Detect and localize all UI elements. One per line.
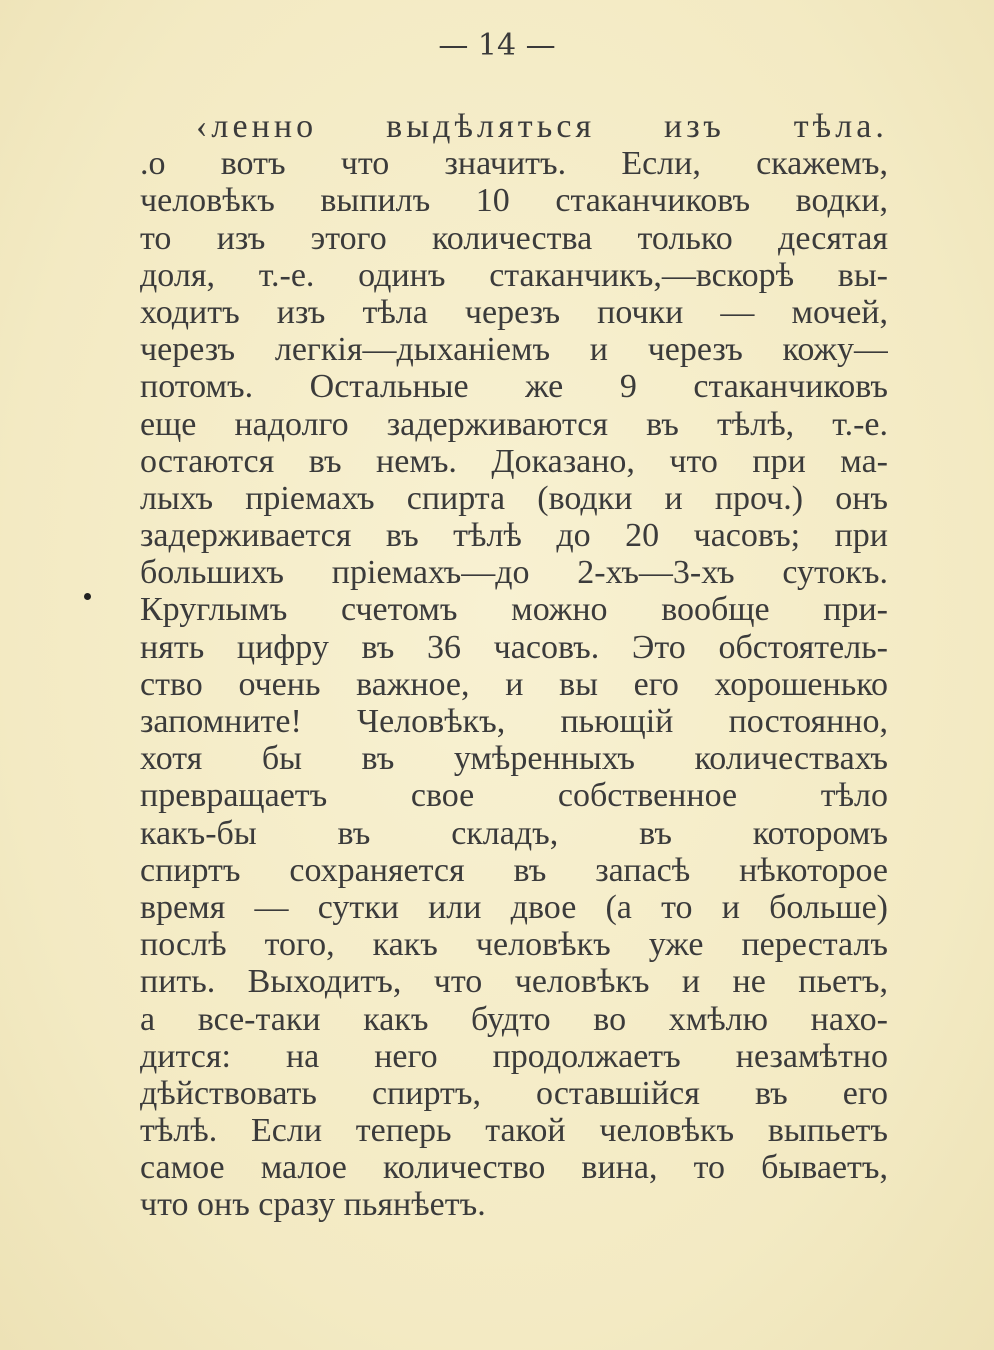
text-line: спиртъ сохраняется въ запасѣ нѣкоторое — [140, 851, 888, 889]
text-line: дѣйствовать спиртъ, оставшiйся въ его — [140, 1074, 888, 1112]
body-text — [140, 108, 888, 1224]
text-line: человѣкъ выпилъ 10 стаканчиковъ водки, — [140, 182, 888, 220]
text-line: потомъ. Остальные же 9 стаканчиковъ — [140, 368, 888, 406]
text-line: какъ-бы въ складъ, въ которомъ — [140, 814, 888, 852]
text-line: еще надолго задерживаются въ тѣлѣ, т.-е. — [140, 405, 888, 443]
text-line: запомните! Человѣкъ, пьющiй постоянно, — [140, 703, 888, 740]
text-line: задерживается въ тѣлѣ до 20 часовъ; при — [140, 517, 888, 555]
text-line: остаются въ немъ. Доказано, что при ма- — [140, 442, 888, 480]
text-line: .о вотъ что значитъ. Если, скажемъ, — [140, 145, 888, 183]
text-line: лыхъ прiемахъ спирта (водки и проч.) онъ — [140, 479, 888, 517]
text-line: ‹ленно выдѣляться изъ тѣла. — [196, 108, 888, 145]
text-line: а все-таки какъ будто во хмѣлю нахо- — [140, 1000, 888, 1038]
text-line: большихъ прiемахъ—до 2-хъ—3-хъ сутокъ. — [140, 554, 888, 592]
text-line: что онъ сразу пьянѣетъ. — [140, 1186, 486, 1224]
text-line: ство очень важное, и вы его хорошенько — [140, 665, 888, 703]
text-line: дится: на него продолжаетъ незамѣтно — [140, 1037, 888, 1075]
text-line: нять цифру въ 36 часовъ. Это обстоятель- — [140, 628, 888, 666]
text-line: пить. Выходитъ, что человѣкъ и не пьетъ, — [140, 963, 888, 1001]
text-line: тѣлѣ. Если теперь такой человѣкъ выпьетъ — [140, 1112, 888, 1150]
text-line: доля, т.-е. одинъ стаканчикъ,—вскорѣ вы- — [140, 256, 888, 294]
text-line: Круглымъ счетомъ можно вообще при- — [140, 591, 888, 629]
text-line: превращаетъ свое собственное тѣло — [140, 777, 888, 815]
text-line: черезъ легкiя—дыханiемъ и черезъ кожу— — [140, 331, 888, 369]
page-number: — 14 — — [438, 28, 556, 63]
text-line: то изъ этого количества только десятая — [140, 219, 888, 257]
text-line: хотя бы въ умѣренныхъ количествахъ — [140, 740, 888, 778]
text-line: время — сутки или двое (а то и больше) — [140, 888, 888, 926]
text-line: послѣ того, какъ человѣкъ уже пересталъ — [140, 926, 888, 964]
margin-mark — [84, 593, 91, 600]
text-line: ходитъ изъ тѣла черезъ почки — мочей, — [140, 293, 888, 331]
text-line: самое малое количество вина, то бываетъ, — [140, 1149, 888, 1187]
